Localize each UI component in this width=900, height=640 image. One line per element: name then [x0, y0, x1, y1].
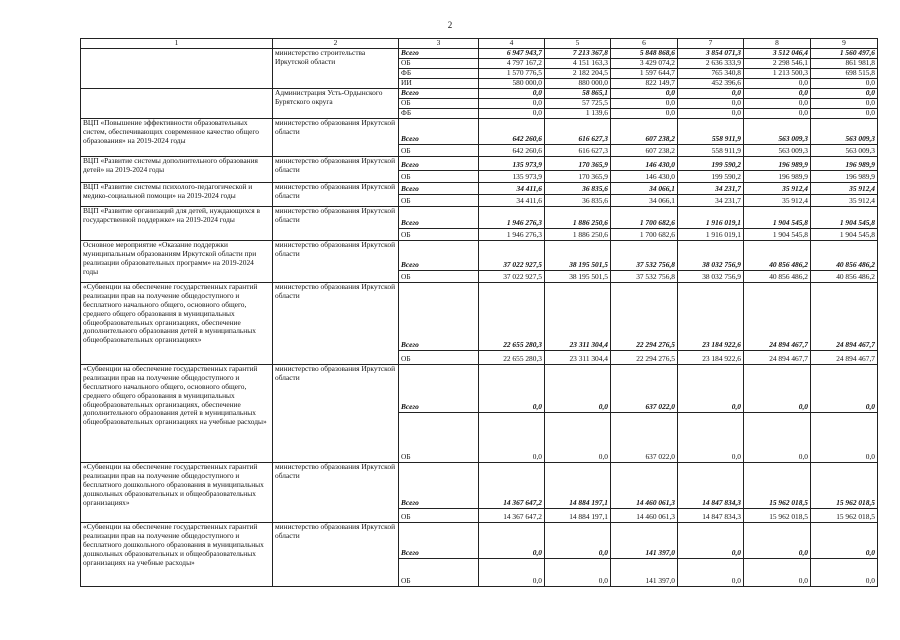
value-cell: 14 367 647,2 — [479, 463, 545, 509]
value-cell: 23 311 304,4 — [545, 283, 611, 351]
value-cell: 1 946 276,3 — [479, 229, 545, 241]
value-cell: 0,0 — [744, 559, 811, 587]
value-cell: 0,0 — [678, 413, 744, 463]
value-cell: 35 912,4 — [744, 195, 811, 207]
value-cell: 563 009,3 — [811, 119, 878, 145]
column-number-4: 4 — [479, 39, 545, 49]
column-number-5: 5 — [545, 39, 611, 49]
table-row — [81, 241, 878, 271]
value-cell: 14 460 061,3 — [611, 509, 678, 523]
funding-source-cell: Всего — [399, 523, 479, 559]
column-number-9: 9 — [811, 39, 878, 49]
value-cell: 40 856 486,2 — [811, 241, 878, 271]
value-cell: 0,0 — [811, 79, 878, 89]
value-cell: 0,0 — [678, 365, 744, 413]
funding-source-cell: ОБ — [399, 509, 479, 523]
value-cell: 0,0 — [611, 89, 678, 99]
value-cell: 35 912,4 — [811, 183, 878, 195]
value-cell: 24 894 467,7 — [811, 283, 878, 351]
value-cell: 14 367 647,2 — [479, 509, 545, 523]
value-cell: 822 149,7 — [611, 79, 678, 89]
value-cell: 0,0 — [811, 365, 878, 413]
value-cell: 0,0 — [545, 413, 611, 463]
value-cell: 0,0 — [811, 109, 878, 119]
value-cell: 35 912,4 — [744, 183, 811, 195]
value-cell: 1 886 250,6 — [545, 229, 611, 241]
value-cell: 199 590,2 — [678, 157, 744, 171]
value-cell: 24 894 467,7 — [744, 351, 811, 365]
value-cell: 2 298 546,1 — [744, 59, 811, 69]
value-cell: 0,0 — [744, 109, 811, 119]
table-row — [81, 49, 878, 59]
value-cell: 3 854 071,3 — [678, 49, 744, 59]
value-cell: 7 213 367,8 — [545, 49, 611, 59]
column-number-8: 8 — [744, 39, 811, 49]
value-cell: 37 532 756,8 — [611, 241, 678, 271]
funding-source-cell: ФБ — [399, 109, 479, 119]
table-row — [81, 89, 878, 99]
executor-cell: министерство строительства Иркутской области — [273, 49, 399, 89]
value-cell: 580 000,0 — [479, 79, 545, 89]
value-cell: 15 962 018,5 — [811, 509, 878, 523]
value-cell: 34 231,7 — [678, 195, 744, 207]
value-cell: 1 904 545,8 — [811, 207, 878, 229]
value-cell: 0,0 — [744, 413, 811, 463]
program-name-cell — [81, 49, 273, 89]
value-cell: 1 597 644,7 — [611, 69, 678, 79]
value-cell: 2 182 204,5 — [545, 69, 611, 79]
program-name-cell — [81, 89, 273, 119]
value-cell: 1 700 682,6 — [611, 229, 678, 241]
value-cell: 765 340,8 — [678, 69, 744, 79]
value-cell: 40 856 486,2 — [744, 241, 811, 271]
funding-source-cell: ОБ — [399, 99, 479, 109]
value-cell: 24 894 467,7 — [811, 351, 878, 365]
value-cell: 698 515,8 — [811, 69, 878, 79]
value-cell: 14 847 834,3 — [678, 463, 744, 509]
executor-cell: министерство образования Иркутской области — [273, 157, 399, 183]
value-cell: 0,0 — [479, 365, 545, 413]
value-cell: 58 865,1 — [545, 89, 611, 99]
funding-source-cell: Всего — [399, 207, 479, 229]
program-name-cell: Основное мероприятие «Оказание поддержки муниципальным образованиям Иркутской области при реализации образовательных программ» на 2019-2024 годы — [81, 241, 273, 283]
value-cell: 14 884 197,1 — [545, 463, 611, 509]
value-cell: 0,0 — [545, 365, 611, 413]
value-cell: 36 835,6 — [545, 183, 611, 195]
program-name-cell: «Субвенции на обеспечение государственных гарантий реализации прав на получение общедоступного и бесплатного начального общего, основного общего, среднего общего образования в муниципальных общеобразовательных организациях, обеспечение дополнительного образования детей в муниципальных общеобразовательных организациях на учебные расходы» — [81, 365, 273, 463]
value-cell: 558 911,9 — [678, 145, 744, 157]
value-cell: 170 365,9 — [545, 157, 611, 171]
value-cell: 15 962 018,5 — [744, 509, 811, 523]
executor-cell: министерство образования Иркутской области — [273, 241, 399, 283]
value-cell: 637 022,0 — [611, 413, 678, 463]
executor-cell: министерство образования Иркутской области — [273, 463, 399, 523]
executor-cell: министерство образования Иркутской области — [273, 183, 399, 207]
value-cell: 0,0 — [611, 109, 678, 119]
value-cell: 37 022 927,5 — [479, 241, 545, 271]
funding-table — [80, 38, 878, 587]
value-cell: 37 532 756,8 — [611, 271, 678, 283]
value-cell: 34 231,7 — [678, 183, 744, 195]
value-cell: 0,0 — [744, 99, 811, 109]
value-cell: 616 627,3 — [545, 145, 611, 157]
value-cell: 22 655 280,3 — [479, 283, 545, 351]
value-cell: 0,0 — [744, 523, 811, 559]
page-number: 2 — [447, 20, 453, 30]
funding-source-cell: ОБ — [399, 351, 479, 365]
value-cell: 135 973,9 — [479, 157, 545, 171]
value-cell: 563 009,3 — [744, 145, 811, 157]
value-cell: 607 238,2 — [611, 145, 678, 157]
value-cell: 0,0 — [479, 89, 545, 99]
table-row — [81, 365, 878, 413]
value-cell: 0,0 — [811, 559, 878, 587]
value-cell: 0,0 — [678, 523, 744, 559]
value-cell: 1 904 545,8 — [744, 207, 811, 229]
value-cell: 135 973,9 — [479, 171, 545, 183]
value-cell: 2 636 333,9 — [678, 59, 744, 69]
funding-source-cell: Всего — [399, 49, 479, 59]
column-number-7: 7 — [678, 39, 744, 49]
program-name-cell: ВЦП «Развитие системы дополнительного образования детей» на 2019-2024 годы — [81, 157, 273, 183]
executor-cell: министерство образования Иркутской области — [273, 283, 399, 365]
value-cell: 616 627,3 — [545, 119, 611, 145]
value-cell: 0,0 — [545, 559, 611, 587]
value-cell: 0,0 — [811, 99, 878, 109]
value-cell: 24 894 467,7 — [744, 283, 811, 351]
value-cell: 861 981,8 — [811, 59, 878, 69]
table-row — [81, 157, 878, 171]
table-row — [81, 283, 878, 351]
program-name-cell: «Субвенции на обеспечение государственных гарантий реализации прав на получение общедоступного и бесплатного дошкольного образования в муниципальных дошкольных образовательных и общеобразовательных организациях на учебные расходы» — [81, 523, 273, 587]
value-cell: 452 396,6 — [678, 79, 744, 89]
funding-source-cell: Всего — [399, 283, 479, 351]
value-cell: 14 847 834,3 — [678, 509, 744, 523]
funding-source-cell: ОБ — [399, 229, 479, 241]
value-cell: 34 411,6 — [479, 183, 545, 195]
value-cell: 0,0 — [479, 523, 545, 559]
value-cell: 0,0 — [811, 523, 878, 559]
value-cell: 0,0 — [744, 89, 811, 99]
funding-source-cell: ОБ — [399, 145, 479, 157]
value-cell: 1 904 545,8 — [744, 229, 811, 241]
value-cell: 0,0 — [811, 89, 878, 99]
value-cell: 0,0 — [811, 413, 878, 463]
executor-cell: министерство образования Иркутской области — [273, 365, 399, 463]
value-cell: 22 294 276,5 — [611, 283, 678, 351]
value-cell: 0,0 — [678, 559, 744, 587]
value-cell: 35 912,4 — [811, 195, 878, 207]
value-cell: 15 962 018,5 — [744, 463, 811, 509]
value-cell: 0,0 — [479, 99, 545, 109]
value-cell: 5 848 868,6 — [611, 49, 678, 59]
column-number-6: 6 — [611, 39, 678, 49]
table-row — [81, 119, 878, 145]
value-cell: 642 260,6 — [479, 145, 545, 157]
value-cell: 141 397,0 — [611, 523, 678, 559]
value-cell: 880 000,0 — [545, 79, 611, 89]
funding-source-cell: ОБ — [399, 559, 479, 587]
value-cell: 563 009,3 — [744, 119, 811, 145]
value-cell: 36 835,6 — [545, 195, 611, 207]
value-cell: 607 238,2 — [611, 119, 678, 145]
table-row — [81, 463, 878, 509]
funding-source-cell: Всего — [399, 241, 479, 271]
value-cell: 15 962 018,5 — [811, 463, 878, 509]
value-cell: 196 989,9 — [811, 171, 878, 183]
value-cell: 22 655 280,3 — [479, 351, 545, 365]
funding-source-cell: Всего — [399, 365, 479, 413]
value-cell: 22 294 276,5 — [611, 351, 678, 365]
value-cell: 34 411,6 — [479, 195, 545, 207]
value-cell: 196 989,9 — [744, 157, 811, 171]
value-cell: 642 260,6 — [479, 119, 545, 145]
value-cell: 14 884 197,1 — [545, 509, 611, 523]
program-name-cell: ВЦП «Повышение эффективности образовательных систем, обеспечивающих современное качество общего образования» на 2019-2024 годы — [81, 119, 273, 157]
value-cell: 1 904 545,8 — [811, 229, 878, 241]
value-cell: 196 989,9 — [811, 157, 878, 171]
value-cell: 38 032 756,9 — [678, 241, 744, 271]
value-cell: 1 139,6 — [545, 109, 611, 119]
value-cell: 6 947 943,7 — [479, 49, 545, 59]
funding-source-cell: ОБ — [399, 271, 479, 283]
value-cell: 1 946 276,3 — [479, 207, 545, 229]
funding-source-cell: Всего — [399, 463, 479, 509]
funding-source-cell: Всего — [399, 119, 479, 145]
table-row — [81, 523, 878, 559]
value-cell: 1 213 500,3 — [744, 69, 811, 79]
table-row — [81, 183, 878, 195]
value-cell: 146 430,0 — [611, 171, 678, 183]
executor-cell: министерство образования Иркутской области — [273, 119, 399, 157]
value-cell: 4 797 167,2 — [479, 59, 545, 69]
column-number-1: 1 — [81, 39, 273, 49]
executor-cell: министерство образования Иркутской области — [273, 207, 399, 241]
value-cell: 1 560 497,6 — [811, 49, 878, 59]
program-name-cell: «Субвенции на обеспечение государственных гарантий реализации прав на получение общедоступного и бесплатного начального общего, основного общего, среднего общего образования в муниципальных общеобразовательных организациях, обеспечение дополнительного образования детей в муниципальных общеобразовательных организациях» — [81, 283, 273, 365]
value-cell: 0,0 — [479, 413, 545, 463]
value-cell: 0,0 — [479, 559, 545, 587]
value-cell: 40 856 486,2 — [744, 271, 811, 283]
funding-source-cell: Всего — [399, 183, 479, 195]
value-cell: 0,0 — [678, 109, 744, 119]
value-cell: 170 365,9 — [545, 171, 611, 183]
funding-source-cell: ОБ — [399, 171, 479, 183]
program-name-cell: «Субвенции на обеспечение государственных гарантий реализации прав на получение общедоступного и бесплатного дошкольного образования в муниципальных дошкольных образовательных и общеобразовательных организациях» — [81, 463, 273, 523]
funding-source-cell: ОБ — [399, 59, 479, 69]
column-number-row — [81, 39, 878, 49]
value-cell: 3 512 046,4 — [744, 49, 811, 59]
program-name-cell: ВЦП «Развитие организаций для детей, нуждающихся в государственной поддержке» на 2019-2024 годы — [81, 207, 273, 241]
funding-source-cell: ОБ — [399, 195, 479, 207]
funding-source-cell: Всего — [399, 89, 479, 99]
value-cell: 0,0 — [479, 109, 545, 119]
funding-source-cell: Всего — [399, 157, 479, 171]
executor-cell: министерство образования Иркутской области — [273, 523, 399, 587]
value-cell: 38 195 501,5 — [545, 241, 611, 271]
value-cell: 0,0 — [678, 99, 744, 109]
value-cell: 0,0 — [744, 79, 811, 89]
funding-source-cell: ФБ — [399, 69, 479, 79]
value-cell: 23 184 922,6 — [678, 351, 744, 365]
executor-cell: Администрация Усть-Ордынского Бурятского округа — [273, 89, 399, 119]
value-cell: 141 397,0 — [611, 559, 678, 587]
value-cell: 196 989,9 — [744, 171, 811, 183]
value-cell: 0,0 — [678, 89, 744, 99]
value-cell: 37 022 927,5 — [479, 271, 545, 283]
value-cell: 4 151 163,3 — [545, 59, 611, 69]
value-cell: 1 886 250,6 — [545, 207, 611, 229]
value-cell: 558 911,9 — [678, 119, 744, 145]
value-cell: 34 066,1 — [611, 183, 678, 195]
value-cell: 0,0 — [611, 99, 678, 109]
funding-source-cell: ОБ — [399, 413, 479, 463]
value-cell: 14 460 061,3 — [611, 463, 678, 509]
value-cell: 38 032 756,9 — [678, 271, 744, 283]
value-cell: 23 311 304,4 — [545, 351, 611, 365]
column-number-3: 3 — [399, 39, 479, 49]
value-cell: 3 429 074,2 — [611, 59, 678, 69]
value-cell: 38 195 501,5 — [545, 271, 611, 283]
value-cell: 0,0 — [744, 365, 811, 413]
value-cell: 0,0 — [545, 523, 611, 559]
value-cell: 40 856 486,2 — [811, 271, 878, 283]
funding-source-cell: ИИ — [399, 79, 479, 89]
value-cell: 146 430,0 — [611, 157, 678, 171]
value-cell: 637 022,0 — [611, 365, 678, 413]
value-cell: 199 590,2 — [678, 171, 744, 183]
value-cell: 1 570 776,5 — [479, 69, 545, 79]
table-row — [81, 207, 878, 229]
value-cell: 1 916 019,1 — [678, 229, 744, 241]
column-number-2: 2 — [273, 39, 399, 49]
value-cell: 1 700 682,6 — [611, 207, 678, 229]
value-cell: 1 916 019,1 — [678, 207, 744, 229]
program-name-cell: ВЦП «Развитие системы психолого-педагогической и медико-социальной помощи» на 2019-2024 годы — [81, 183, 273, 207]
value-cell: 34 066,1 — [611, 195, 678, 207]
value-cell: 23 184 922,6 — [678, 283, 744, 351]
value-cell: 57 725,5 — [545, 99, 611, 109]
value-cell: 563 009,3 — [811, 145, 878, 157]
